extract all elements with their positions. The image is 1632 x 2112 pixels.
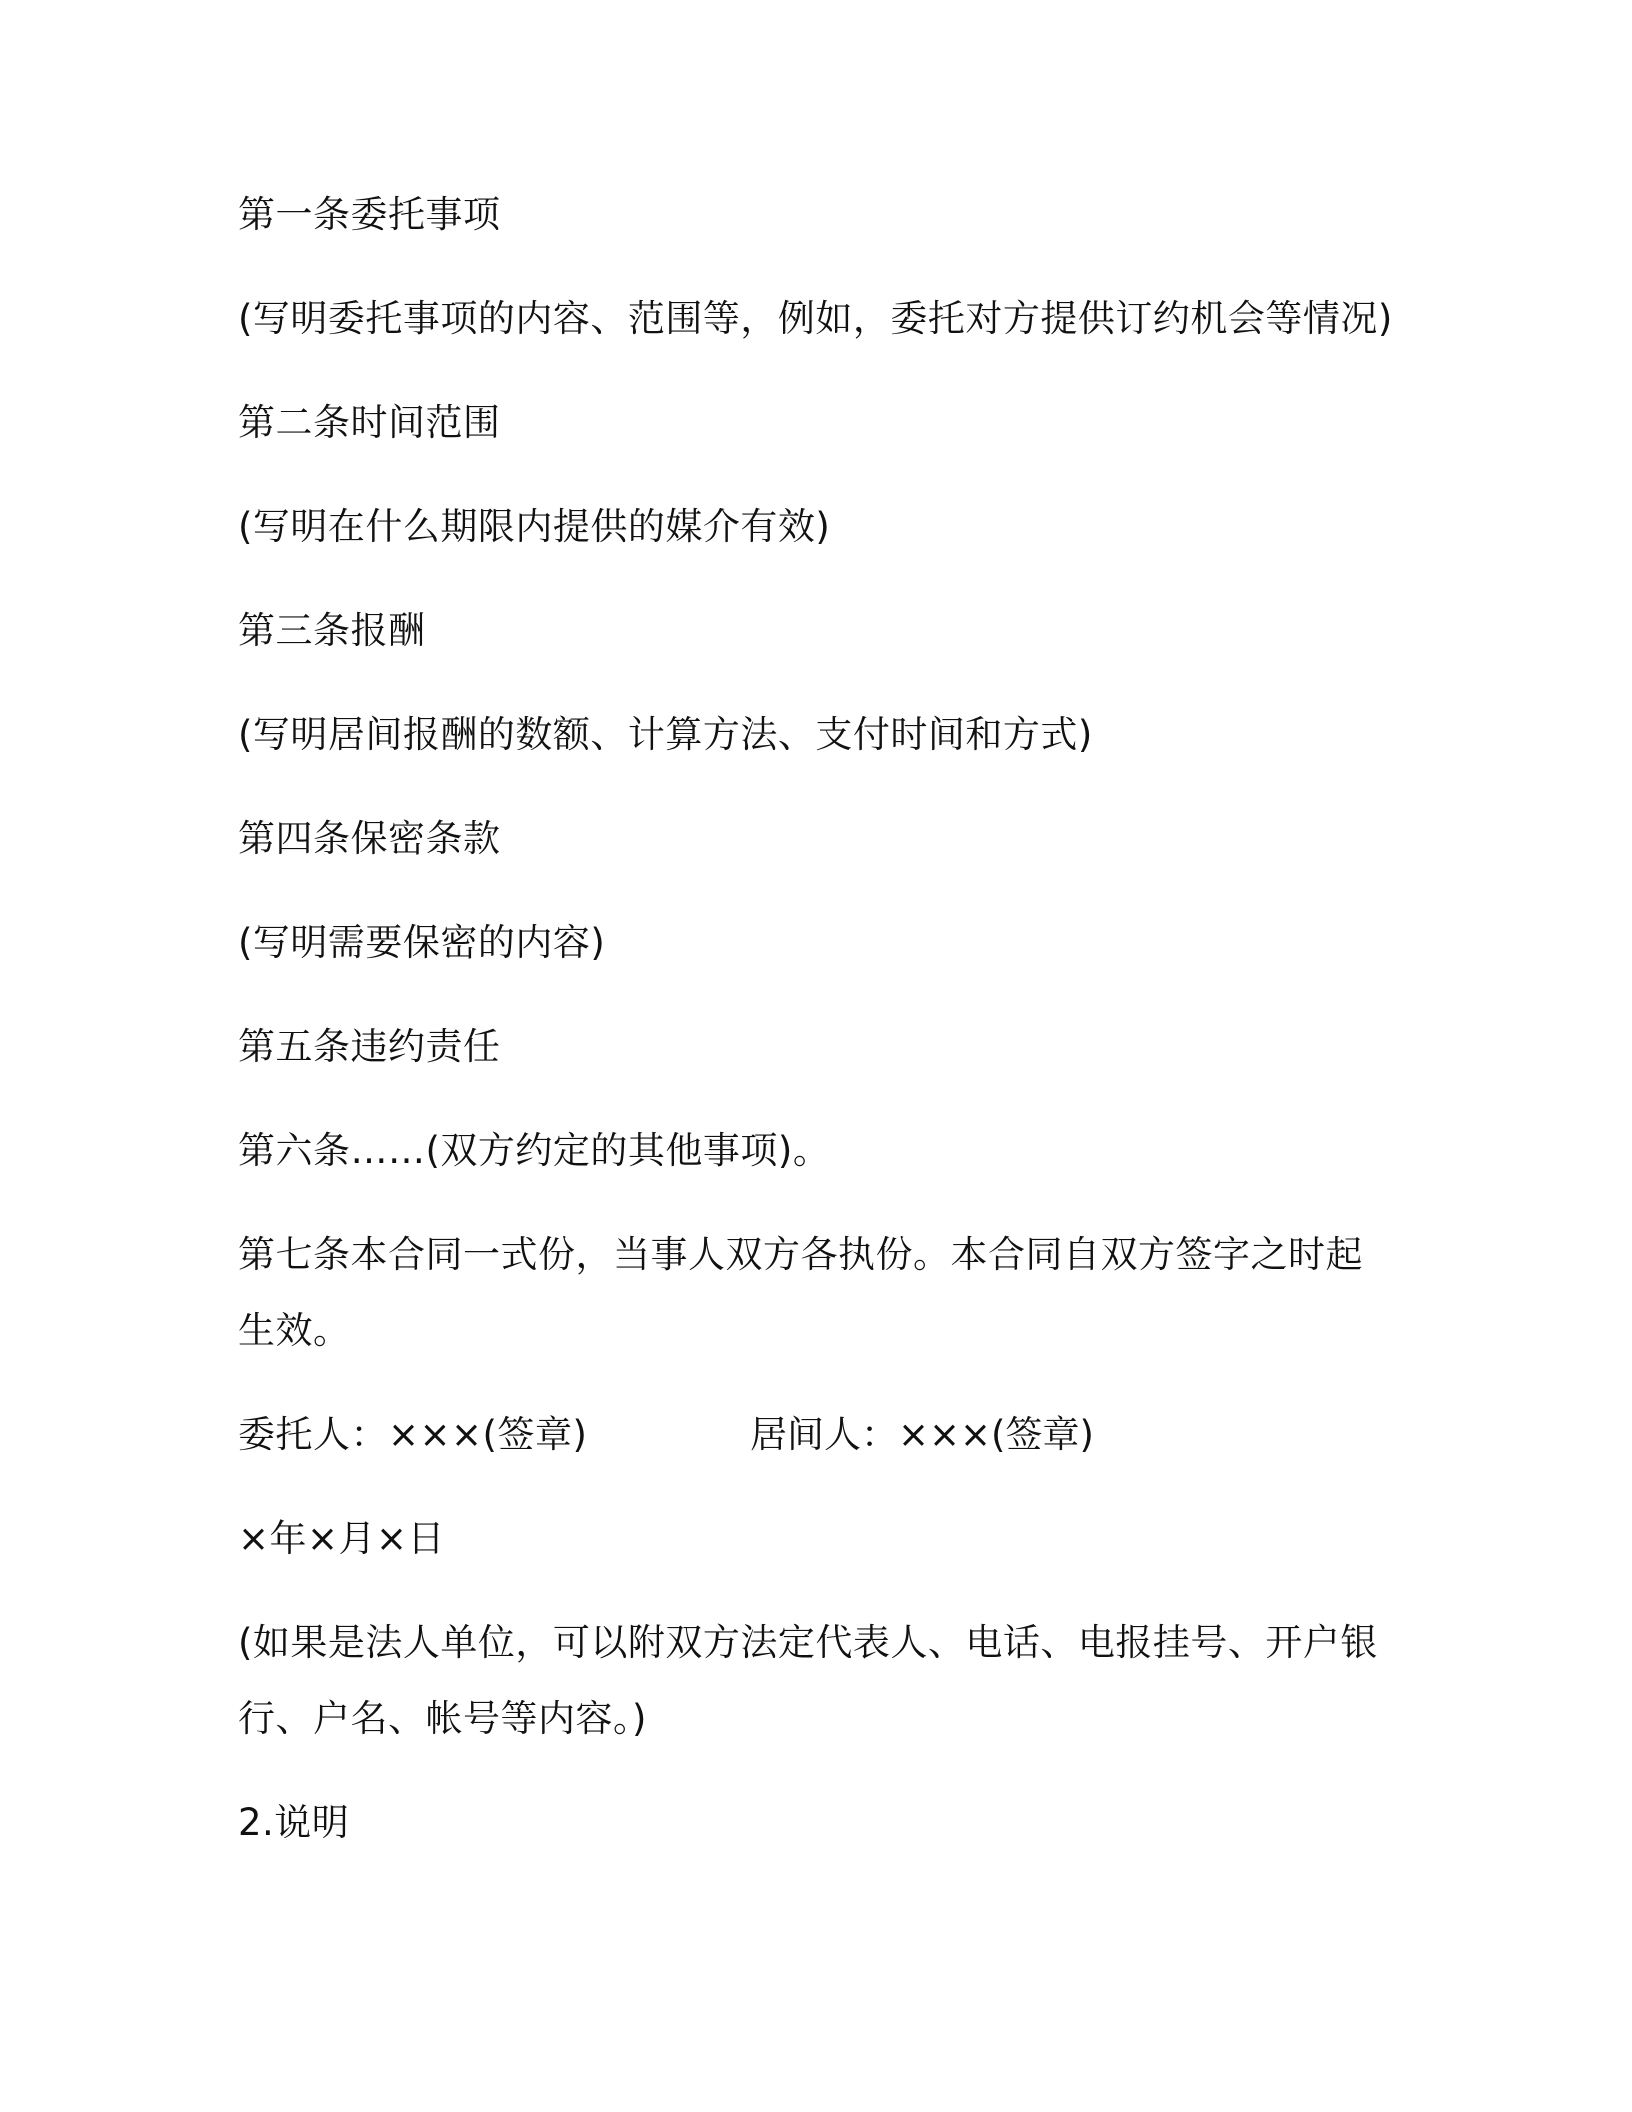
clause-3-note: (写明居间报酬的数额、计算方法、支付时间和方式)	[238, 713, 1093, 756]
clause-6-text: 第六条……(双方约定的其他事项)。	[238, 1129, 831, 1172]
clause-5-heading: 第五条违约责任	[238, 1025, 501, 1068]
legal-entity-note-line-2: 行、户名、帐号等内容。)	[238, 1697, 647, 1740]
clause-7-text-line-1: 第七条本合同一式份，当事人双方各执份。本合同自双方签字之时起	[238, 1233, 1363, 1276]
clause-1-heading: 第一条委托事项	[238, 193, 501, 236]
clause-4-note: (写明需要保密的内容)	[238, 921, 606, 964]
clause-3-heading: 第三条报酬	[238, 609, 426, 652]
clause-2-note: (写明在什么期限内提供的媒介有效)	[238, 505, 831, 548]
section-heading-explanation: 2.说明	[238, 1801, 350, 1844]
clause-4-heading: 第四条保密条款	[238, 817, 501, 860]
signing-date: ×年×月×日	[238, 1517, 446, 1560]
signature-client: 委托人：×××(签章)	[238, 1413, 588, 1456]
legal-entity-note-line-1: (如果是法人单位，可以附双方法定代表人、电话、电报挂号、开户银	[238, 1621, 1378, 1664]
clause-1-note: (写明委托事项的内容、范围等，例如，委托对方提供订约机会等情况)	[238, 297, 1393, 340]
signature-intermediary: 居间人：×××(签章)	[750, 1413, 1094, 1456]
clause-2-heading: 第二条时间范围	[238, 401, 501, 444]
clause-7-text-line-2: 生效。	[238, 1309, 351, 1352]
